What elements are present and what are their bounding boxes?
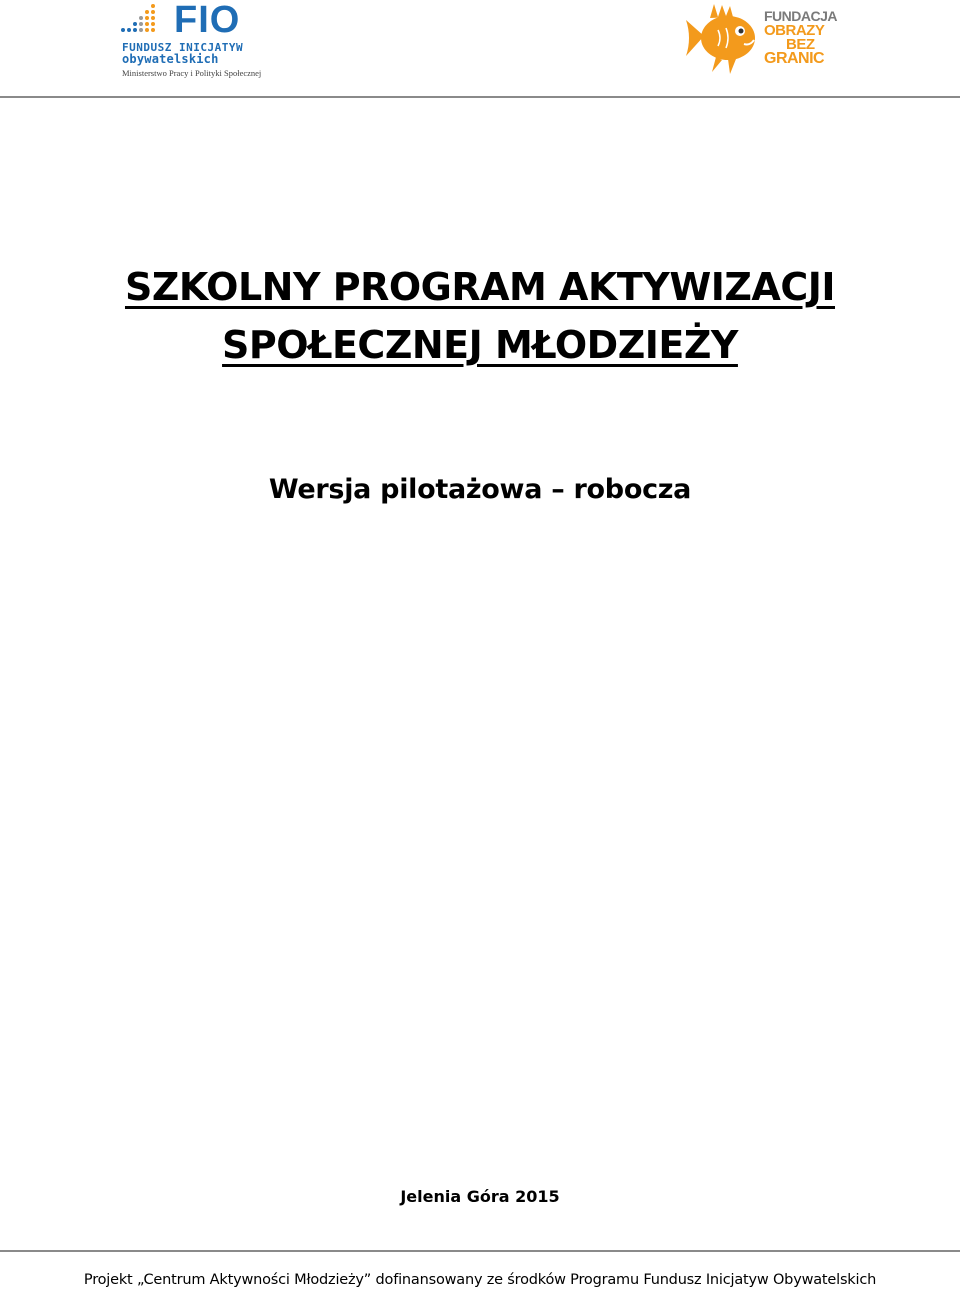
fundacja-logo-line1: FUNDACJA [764,8,837,24]
document-title-line1: SZKOLNY PROGRAM AKTYWIZACJI [124,265,836,309]
footer-divider [0,1250,960,1252]
fio-logo-ministry: Ministerstwo Pracy i Polityki Społecznej [122,68,262,78]
document-subtitle: Wersja pilotażowa – robocza [268,474,692,505]
page-header [0,0,960,97]
fundacja-logo [682,2,842,78]
header-divider [0,96,960,98]
fio-logo-line2: obywatelskich [122,52,219,66]
fio-logo [118,0,262,84]
document-title-line2: SPOŁECZNEJ MŁODZIEŻY [222,323,738,367]
fio-logo-line1: FUNDUSZ INICJATYW [122,41,244,54]
fio-dots-icon [120,2,172,40]
fio-logo-word: FIO [174,0,241,41]
document-place-year: Jelenia Góra 2015 [400,1187,560,1206]
document-title [0,258,960,374]
fundacja-logo-line4: GRANIC [764,50,825,67]
goldfish-icon [682,2,764,76]
fundacja-logo-line2: OBRAZY [764,22,825,39]
fundacja-logo-line3: BEZ [786,36,815,53]
page-footer: Projekt „Centrum Aktywności Młodzieży” dofinansowany ze środków Programu Fundusz Inicjatyw Obywatelskich [83,1272,877,1288]
